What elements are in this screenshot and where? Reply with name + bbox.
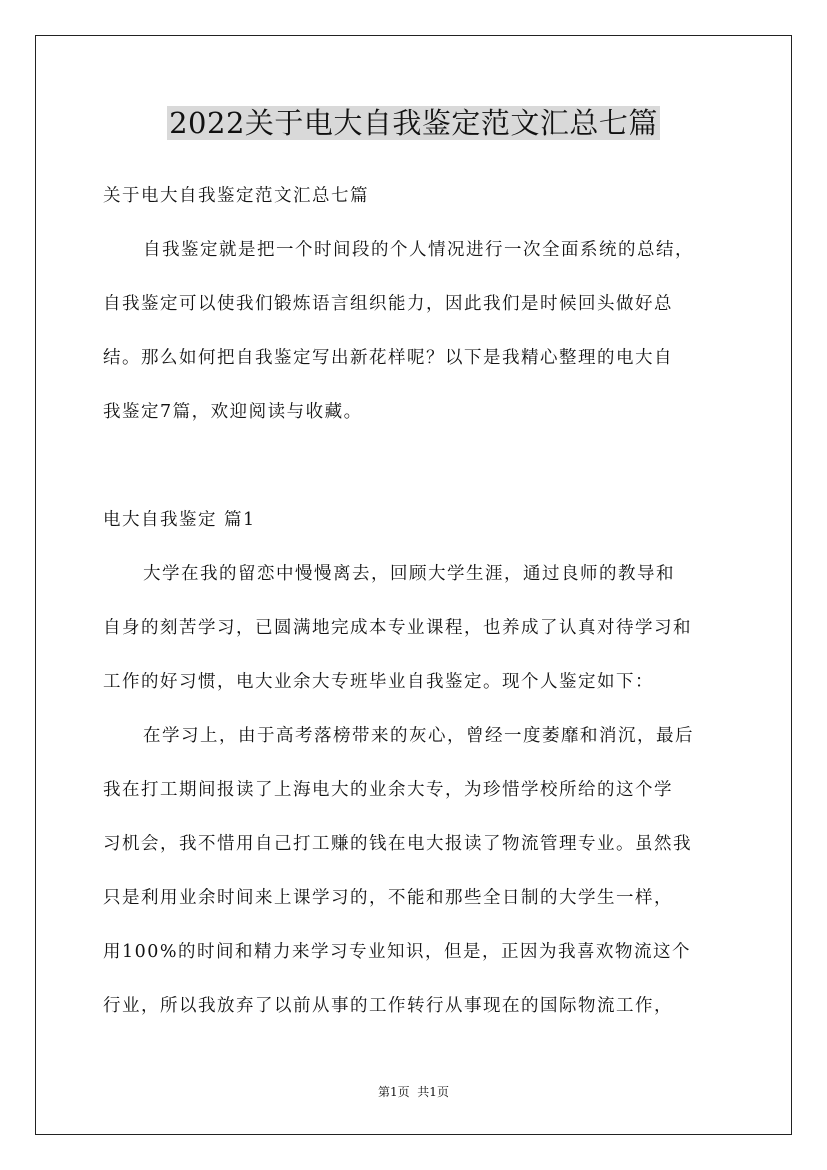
page-number-footer: 第1页 共1页: [378, 1085, 449, 1099]
paragraph-line: 用100%的时间和精力来学习专业知识，但是，正因为我喜欢物流这个: [103, 942, 692, 962]
paragraph-line: 自身的刻苦学习，已圆满地完成本专业课程，也养成了认真对待学习和: [103, 618, 692, 638]
paragraph-line: 行业，所以我放弃了以前从事的工作转行从事现在的国际物流工作，: [103, 996, 673, 1016]
paragraph-line: 工作的好习惯，电大业余大专班毕业自我鉴定。现个人鉴定如下：: [103, 672, 654, 692]
paragraph-line: 我鉴定7篇，欢迎阅读与收藏。: [103, 402, 363, 422]
section-heading: 电大自我鉴定 篇1: [103, 510, 256, 530]
paragraph-line: 结。那么如何把自我鉴定写出新花样呢？以下是我精心整理的电大自: [103, 348, 673, 368]
paragraph-line: 自我鉴定可以使我们锻炼语言组织能力，因此我们是时候回头做好总: [103, 294, 673, 314]
paragraph-line: 自我鉴定就是把一个时间段的个人情况进行一次全面系统的总结，: [143, 240, 694, 260]
paragraph-line: 习机会，我不惜用自己打工赚的钱在电大报读了物流管理专业。虽然我: [103, 834, 692, 854]
paragraph-line: 大学在我的留恋中慢慢离去，回顾大学生涯，通过良师的教导和: [143, 564, 675, 584]
paragraph-line: 我在打工期间报读了上海电大的业余大专，为珍惜学校所给的这个学: [103, 780, 673, 800]
paragraph-line: 在学习上，由于高考落榜带来的灰心，曾经一度萎靡和消沉，最后: [143, 726, 694, 746]
document-title-text: 2022关于电大自我鉴定范文汇总七篇: [169, 106, 658, 140]
document-title: [0, 103, 827, 143]
paragraph-line: 只是利用业余时间来上课学习的，不能和那些全日制的大学生一样，: [103, 888, 673, 908]
section-heading: 关于电大自我鉴定范文汇总七篇: [103, 186, 369, 206]
